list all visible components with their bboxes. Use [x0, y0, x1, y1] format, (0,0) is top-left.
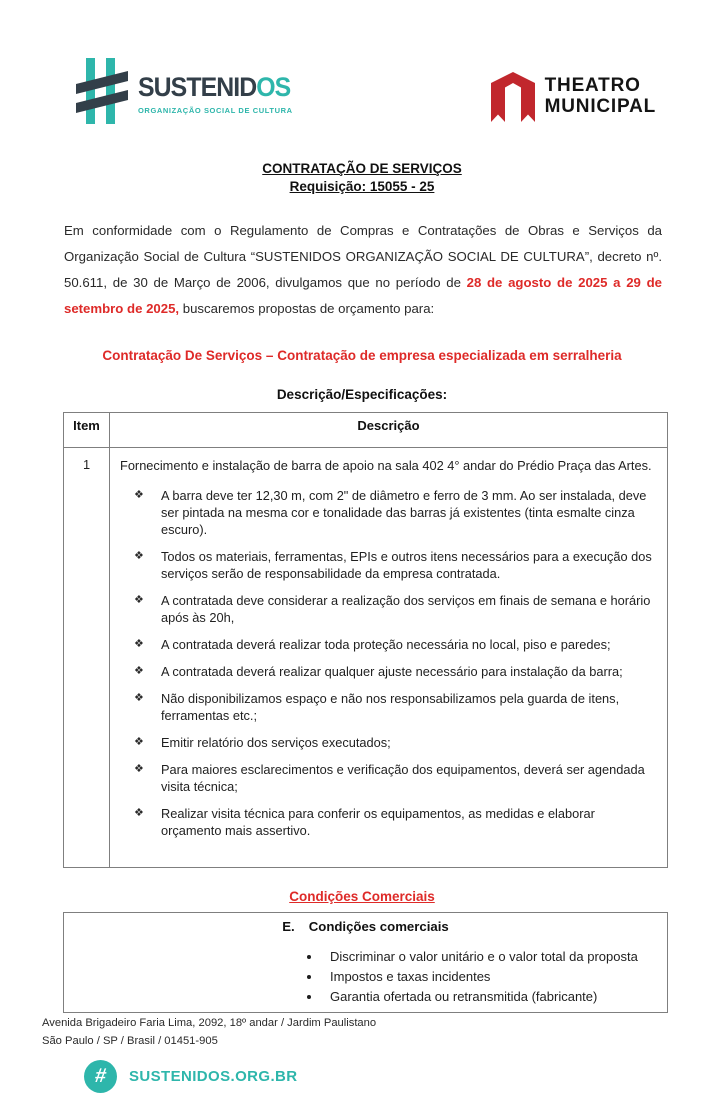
spec-heading: Descrição/Especificações: — [276, 387, 448, 403]
diamond-bullet-icon: ❖ — [134, 489, 144, 502]
item-description-cell — [110, 448, 668, 868]
list-item: ❖ A barra deve ter 12,30 m, com 2" de diâmetro e ferro de 3 mm. Ao ser instalada, deve ser pintada na mesma cor e tonalidade das barras já existentes (tinta esmalte cinza escuro). — [134, 488, 647, 538]
contract-subject: Contratação De Serviços – Contratação de empresa especializada em serralheria — [102, 348, 622, 364]
footer-address — [42, 1015, 724, 1051]
list-item: • Discriminar o valor unitário e o valor total da proposta — [322, 947, 667, 967]
list-item: ❖ Emitir relatório dos serviços executados; — [134, 735, 391, 751]
diamond-bullet-icon: ❖ — [134, 736, 144, 749]
theatro-municipal-logo — [491, 70, 656, 122]
list-item: ❖ A contratada deverá realizar toda proteção necessária no local, piso e paredes; — [134, 637, 611, 653]
commercial-conditions-heading: Condições Comerciais — [289, 889, 435, 905]
diamond-bullet-icon: ❖ — [134, 665, 144, 678]
theatro-arch-icon — [491, 70, 535, 122]
commercial-bullet-list — [322, 947, 667, 1007]
intro-paragraph: Em conformidade com o Regulamento de Compras e Contratações de Obras e Serviços da Organização Social de Cultura “SUSTENIDOS ORGANIZAÇÃO SOCIAL DE CULTURA”, decreto nº. 50.611, de 30 de Março de 2006, divulgamos que no período de 28 de agosto de 2025 a 29 de setembro de 2025, buscaremos propostas de orçamento para: — [64, 223, 662, 317]
commercial-box-title: E. Condições comerciais — [282, 919, 449, 935]
list-item: ❖ Para maiores esclarecimentos e verificação dos equipamentos, deverá ser agendada visita técnica; — [134, 762, 645, 795]
sustenidos-circle-hash-icon: # — [84, 1060, 117, 1093]
list-item: • Garantia ofertada ou retransmitida (fabricante) — [322, 987, 667, 1007]
page-header — [0, 0, 724, 124]
spec-table-header-item: Item — [64, 413, 110, 448]
item-bullet-list — [120, 487, 655, 839]
sustenidos-logo — [76, 58, 304, 124]
list-item: ❖ A contratada deverá realizar qualquer ajuste necessário para instalação da barra; — [134, 664, 623, 680]
item-description-intro: Fornecimento e instalação de barra de apoio na sala 402 4° andar do Prédio Praça das Artes. — [120, 458, 652, 474]
diamond-bullet-icon: ❖ — [134, 692, 144, 705]
item-number-cell: 1 — [64, 448, 110, 868]
commercial-box-label: E. — [282, 919, 295, 935]
footer-site-url: SUSTENIDOS.ORG.BR — [129, 1068, 298, 1086]
diamond-bullet-icon: ❖ — [134, 807, 144, 820]
intro-date-range: 28 de agosto de 2025 a 29 de setembro de 2025, — [64, 275, 662, 317]
footer-address-line-1: Avenida Brigadeiro Faria Lima, 2092, 18º andar / Jardim Paulistano — [42, 1017, 377, 1030]
list-item: ❖ Não disponibilizamos espaço e não nos responsabilizamos pela guarda de itens, ferramentas etc.; — [134, 691, 620, 724]
sustenidos-tagline: ORGANIZAÇÃO SOCIAL DE CULTURA — [138, 105, 293, 115]
diamond-bullet-icon: ❖ — [134, 594, 144, 607]
list-item: ❖ Todos os materiais, ferramentas, EPIs e outros itens necessários para a execução dos serviços serão de responsabilidade da empresa contratada. — [134, 549, 652, 582]
list-item: ❖ Realizar visita técnica para conferir os equipamentos, as medidas e elaborar orçamento mais assertivo. — [134, 806, 595, 839]
sustenidos-logo-text — [138, 68, 304, 115]
diamond-bullet-icon: ❖ — [134, 763, 144, 776]
spec-table-header-descricao: Descrição — [110, 413, 668, 448]
table-row — [64, 448, 668, 868]
commercial-conditions-box — [63, 912, 668, 1013]
sustenidos-hash-icon — [76, 58, 128, 124]
list-item: • Impostos e taxas incidentes — [322, 967, 667, 987]
footer-address-line-2: São Paulo / SP / Brasil / 01451-905 — [42, 1035, 218, 1048]
sustenidos-wordmark: SUSTENIDOS — [138, 71, 291, 102]
diamond-bullet-icon: ❖ — [134, 550, 144, 563]
title-line-2: Requisição: 15055 - 25 — [289, 179, 435, 195]
spec-table — [63, 412, 668, 868]
diamond-bullet-icon: ❖ — [134, 638, 144, 651]
list-item: ❖ A contratada deve considerar a realização dos serviços em finais de semana e horário após às 20h, — [134, 593, 651, 626]
spec-table-header-row — [64, 413, 668, 448]
document-title — [0, 160, 724, 196]
title-line-1: CONTRATAÇÃO DE SERVIÇOS — [262, 161, 462, 176]
theatro-wordmark: THEATRO MUNICIPAL — [544, 74, 656, 117]
footer-brand — [84, 1060, 724, 1093]
